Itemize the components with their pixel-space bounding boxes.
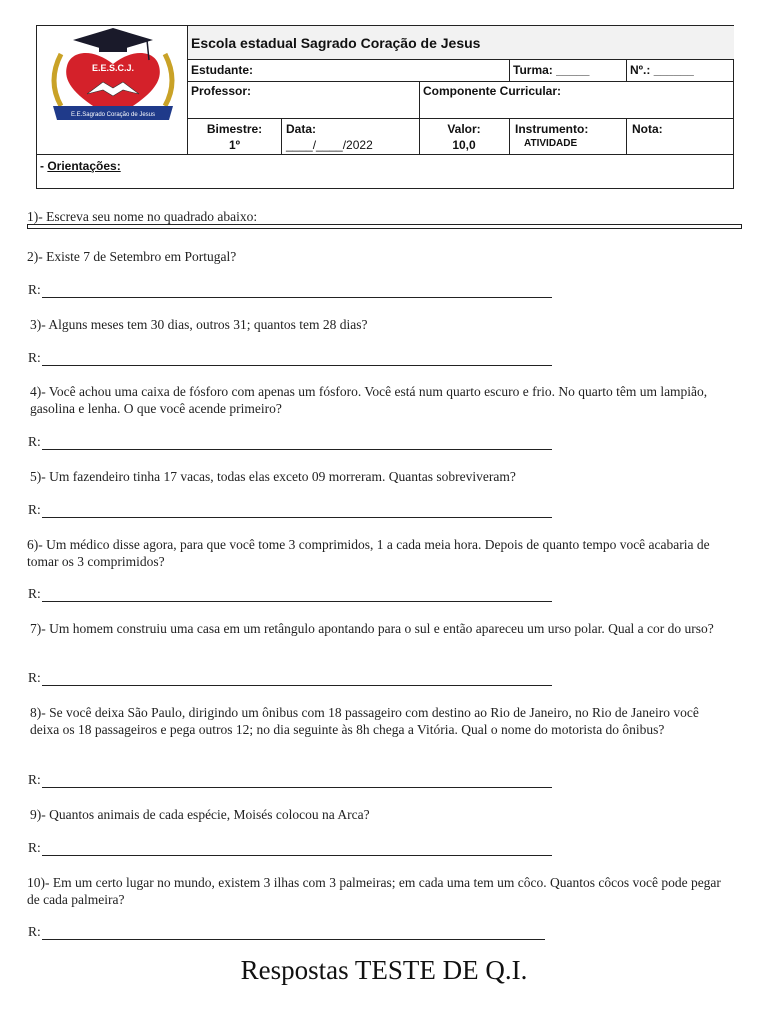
date-label: Data: xyxy=(286,122,317,136)
bimester-label: Bimestre: xyxy=(206,122,263,136)
grade-label: Nota: xyxy=(632,122,663,136)
answer-line-4[interactable]: R: xyxy=(28,434,552,450)
bimester-value: 1º xyxy=(228,138,241,152)
instrument-value: ATIVIDADE xyxy=(524,138,578,149)
question-1: 1)- Escreva seu nome no quadrado abaixo: xyxy=(27,209,258,224)
question-8: 8)- Se você deixa São Paulo, dirigindo um ônibus com 18 passageiro com destino ao Rio de Janeiro, no Rio de Janeiro você deixa os 18 passageiros e pega outros 12; no dia seguinte às 8h chega a Vitória. Qual o nome do motorista do ônibus? xyxy=(30,705,699,737)
date-value: ____/____/2022 xyxy=(286,138,373,152)
question-7: 7)- Um homem construiu uma casa em um retângulo apontando para o sul e então apareceu um urso polar. Qual a cor do urso? xyxy=(30,621,714,636)
question-9: 9)- Quantos animais de cada espécie, Moisés colocou na Arca? xyxy=(30,807,370,822)
question-4: 4)- Você achou uma caixa de fósforo com apenas um fósforo. Você está num quarto escuro e frio. No quarto têm um lampião, gasolina e lenha. O que você acende primeiro? xyxy=(30,384,708,416)
answer-line-7[interactable]: R: xyxy=(28,670,552,686)
question-2: 2)- Existe 7 de Setembro em Portugal? xyxy=(27,249,237,264)
value-label: Valor: xyxy=(447,122,481,136)
answer-line-8[interactable]: R: xyxy=(28,772,552,788)
logo-cell xyxy=(37,26,188,154)
answer-line-5[interactable]: R: xyxy=(28,502,552,518)
answers-title: Respostas TESTE DE Q.I. xyxy=(240,955,528,985)
subject-label: Componente Curricular: xyxy=(423,84,562,98)
logo-text: E.E.S.C.J. xyxy=(91,63,135,73)
teacher-label: Professor: xyxy=(191,84,252,98)
logo-banner-text: E.E.Sagrado Coração de Jesus xyxy=(70,112,156,118)
student-label: Estudante: xyxy=(191,63,254,77)
class-label: Turma: _____ xyxy=(513,63,590,77)
header-table xyxy=(36,25,734,189)
value-value: 10,0 xyxy=(452,138,476,152)
instrument-label: Instrumento: xyxy=(515,122,589,136)
question-3: 3)- Alguns meses tem 30 dias, outros 31; quantos tem 28 dias? xyxy=(30,317,368,332)
answer-line-3[interactable]: R: xyxy=(28,350,552,366)
name-box[interactable] xyxy=(27,224,742,229)
answer-line-6[interactable]: R: xyxy=(28,586,552,602)
answer-line-9[interactable]: R: xyxy=(28,840,552,856)
answer-line-10[interactable]: R: xyxy=(28,924,545,940)
question-5: 5)- Um fazendeiro tinha 17 vacas, todas elas exceto 09 morreram. Quantas sobreviveram? xyxy=(30,469,516,484)
school-name: Escola estadual Sagrado Coração de Jesus xyxy=(191,35,481,51)
answer-line-2[interactable]: R: xyxy=(28,282,552,298)
question-10: 10)- Em um certo lugar no mundo, existem 3 ilhas com 3 palmeiras; em cada uma tem um côco. Quantos côcos você pode pegar de cada palmeira? xyxy=(27,875,721,907)
school-logo-icon xyxy=(43,26,183,126)
orientations: - Orientações: xyxy=(40,159,121,173)
question-6: 6)- Um médico disse agora, para que você tome 3 comprimidos, 1 a cada meia hora. Depois de quanto tempo você acabaria de tomar os 3 comprimidos? xyxy=(27,537,710,569)
number-label: Nº.: ______ xyxy=(630,63,694,77)
